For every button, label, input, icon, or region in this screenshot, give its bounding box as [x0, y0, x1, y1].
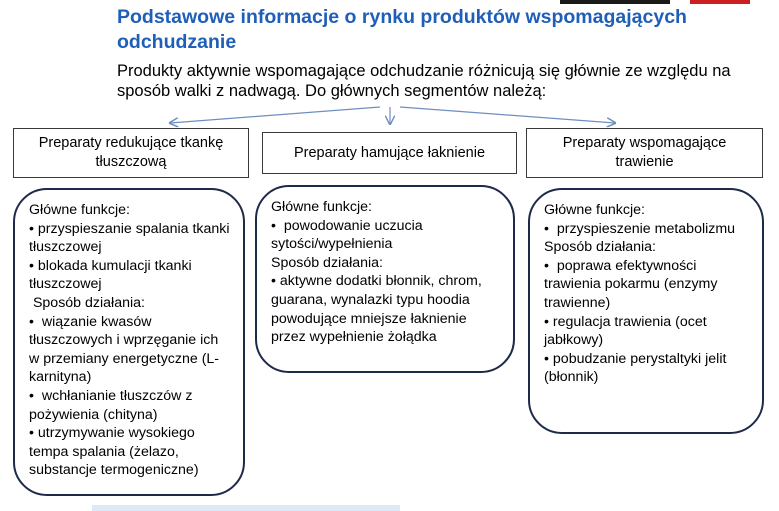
- card-line: Główne funkcje:: [29, 202, 130, 218]
- card-line: • regulacja trawienia (ocet jabłkowy): [544, 313, 711, 349]
- card-line: • aktywne dodatki błonnik, chrom, guarana, wynalazki typu hoodia powodujące mniejsze łaknienie przez wypełnienie żołądka: [271, 273, 486, 346]
- arrow-left: [170, 107, 380, 123]
- card-line: • poprawa efektywności trawienia pokarmu (enzymy trawienne): [544, 257, 722, 311]
- segment-header-fat-reduction: Preparaty redukujące tkankę tłuszczową: [13, 128, 249, 178]
- segment-header-appetite-suppression: Preparaty hamujące łaknienie: [262, 132, 517, 174]
- segment-card-digestion-support: [528, 188, 764, 434]
- card-line: Główne funkcje:: [271, 199, 372, 215]
- card-line: Sposób działania:: [271, 254, 384, 271]
- card-line: • pobudzanie perystaltyki jelit (błonnik): [544, 350, 731, 386]
- card-line: Sposób działania:: [29, 294, 145, 311]
- card-line: • powodowanie uczucia sytości/wypełnienia: [271, 217, 427, 253]
- footer-strip: [92, 505, 400, 511]
- segment-card-fat-reduction: [13, 188, 245, 496]
- segment-arrows: [0, 0, 779, 140]
- intro-text: Produkty aktywnie wspomagające odchudzanie różnicują się głównie ze względu na sposób walki z nadwagą. Do głównych segmentów należą:: [117, 62, 731, 100]
- arrow-right: [400, 107, 615, 123]
- card-line: Sposób działania:: [544, 239, 657, 256]
- segment-header-digestion-support: Preparaty wspomagające trawienie: [526, 128, 763, 178]
- card-line: • przyspieszanie spalania tkanki tłuszczowej: [29, 220, 234, 256]
- card-line: Główne funkcje:: [544, 202, 645, 218]
- card-line: • utrzymywanie wysokiego tempa spalania (żelazo, substancje termogeniczne): [29, 425, 199, 479]
- slide-title: Podstawowe informacje o rynku produktów wspomagających odchudzanie: [117, 6, 687, 53]
- card-line: • przyspieszenie metabolizmu: [544, 220, 736, 237]
- card-line: • blokada kumulacji tkanki tłuszczowej: [29, 257, 196, 293]
- card-line: • wiązanie kwasów tłuszczowych i wprzęganie ich w przemiany energetyczne (L-karnityna): [29, 313, 223, 386]
- segment-card-appetite-suppression: [255, 185, 515, 373]
- card-line: • wchłanianie tłuszczów z pożywienia (chityna): [29, 387, 197, 423]
